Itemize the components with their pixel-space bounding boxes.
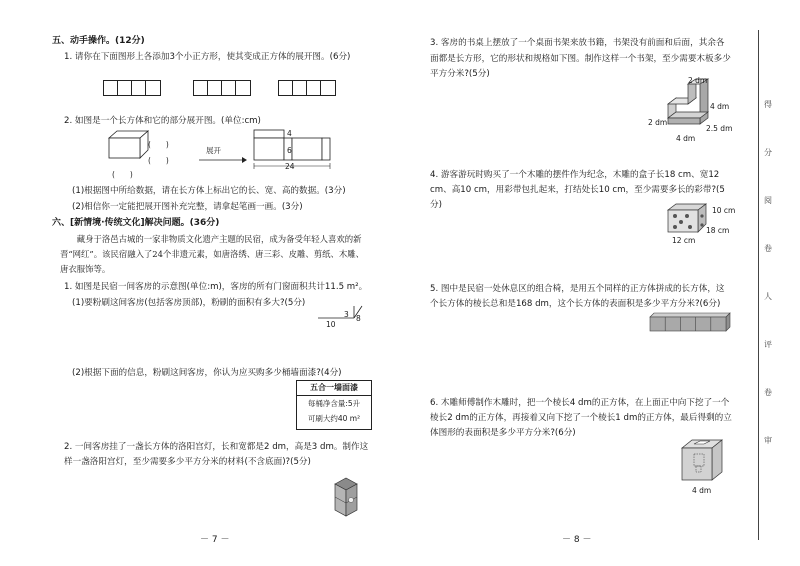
q1-text: 1. 请你在下面图形上各添加3个小正方形，使其变成正方体的展开图。(6分) [64, 52, 351, 62]
palace-lantern-image [331, 476, 361, 518]
bench-figure [648, 312, 734, 332]
carved-cube-figure [680, 438, 726, 484]
p4-text: 4. 游客游玩时购买了一个木雕的摆件作为纪念，木雕的盒子长18 cm、宽12 cm、高10 cm，用彩带包扎起来，打结处长10 cm，至少需要多长的彩带?(5分) [430, 170, 725, 210]
box-dim-h: 10 cm [712, 206, 736, 215]
unfold-label: 展开 [206, 146, 221, 155]
section6-title: 六、[新情境·传统文化]解决问题。(36分) [52, 218, 220, 228]
q2-1-text: (1)根据图中所给数据，请在长方体上标出它的长、宽、高的数据。(3分) [72, 186, 346, 196]
p1-2-text: (2)根据下面的信息，粉刷这间客房，你认为应买购多少桶墙面漆?(4分) [72, 368, 342, 378]
gift-box-figure [666, 202, 710, 236]
side-strip-divider [758, 30, 759, 540]
shelf-dim-bottom: 4 dm [676, 134, 696, 143]
net-dim-4: 4 [287, 129, 292, 138]
side-char-1: 得 [764, 100, 772, 109]
p3-text: 3. 客房的书桌上摆放了一个桌面书架来放书籍，书架没有前面和后面，其余各面都是长方形，它的形状和规格如下图。制作这样一个书架，至少需要木板多少平方分米?(5分) [430, 38, 731, 79]
box-dim-w: 12 cm [672, 236, 696, 245]
net-dim-6: 6 [287, 146, 292, 155]
side-char-2: 分 [764, 148, 772, 157]
side-char-5: 人 [764, 292, 772, 301]
intro-paragraph: 藏身于洛邑古城的一家非物质文化遗产主题的民宿，成为备受年轻人喜欢的新晋“网红”。该民宿融入了24个非遗元素，如唐洛绣、唐三彩、皮雕、剪纸、木雕、唐衣服饰等。 [60, 234, 364, 274]
paint-line-1: 每桶净含量:5升 [307, 399, 361, 408]
p1-1-text: (1)要粉刷这间客房(包括客房顶部)，粉刷的面积有多大?(5分) [72, 298, 306, 308]
shelf-dim-left: 2 dm [648, 118, 668, 127]
cuboid-blank-2: ( ) [148, 156, 169, 165]
section5-title: 五、动手操作。(12分) [52, 36, 145, 46]
q2-text: 2. 如图是一个长方体和它的部分展开图。(单位:cm) [64, 116, 261, 126]
shelf-dim-top: 2 dm [688, 76, 708, 85]
cube-dim: 4 dm [692, 486, 712, 495]
p2-text: 2. 一间客房挂了一盏长方体的洛阳宫灯，长和宽都是2 dm，高是3 dm。制作这样一盏洛阳宫灯，至少需要多少平方分米的材料(不含底面)?(5分) [64, 442, 369, 467]
shelf-dim-right: 4 dm [710, 102, 730, 111]
room-dim-l: 10 [326, 320, 336, 329]
cuboid-blank-1: ( ) [148, 140, 169, 149]
p6-text: 6. 木雕师傅制作木雕时，把一个棱长4 dm的正方体，在上面正中向下挖了一个棱长2 dm的正方体，再接着又向下挖了一个棱长1 dm的正方体，最后得剩的立体图形的表面积是多少平方分米?(6分) [430, 398, 732, 438]
side-char-3: 阅 [764, 196, 772, 205]
room-dim-w: 8 [356, 314, 361, 323]
p5-text: 5. 图中是民宿一处休息区的组合椅，是用五个同样的正方体拼成的长方体，这个长方体的棱长总和是168 dm，这个长方体的表面积是多少平方分米?(6分) [430, 284, 725, 309]
p1-text: 1. 如图是民宿一间客房的示意图(单位:m)，客房的所有门窗面积共计11.5 m²。 [64, 282, 368, 292]
side-char-4: 卷 [764, 244, 772, 253]
q2-2-text: (2)相信你一定能把展开图补充完整，请拿起笔画一画。(3分) [72, 202, 303, 212]
page-number-right: － 8 － [562, 535, 592, 545]
box-dim-l: 18 cm [706, 226, 730, 235]
paint-line-2: 可刷大约40 m² [307, 414, 361, 423]
arrow-right-icon [198, 156, 248, 164]
side-char-6: 评 [764, 340, 772, 349]
shelf-dim-depth: 2.5 dm [706, 124, 733, 133]
side-char-7: 卷 [764, 388, 772, 397]
side-score-labels [762, 100, 774, 484]
cuboid-blank-3: ( ) [112, 170, 133, 179]
page-number-left: － 7 － [200, 535, 230, 545]
side-char-8: 审 [764, 436, 772, 445]
paint-title: 五合一墙面漆 [297, 381, 371, 396]
paint-info-card [296, 380, 372, 430]
room-dim-h: 3 [344, 310, 349, 319]
net-dim-24: 24 [285, 162, 295, 171]
